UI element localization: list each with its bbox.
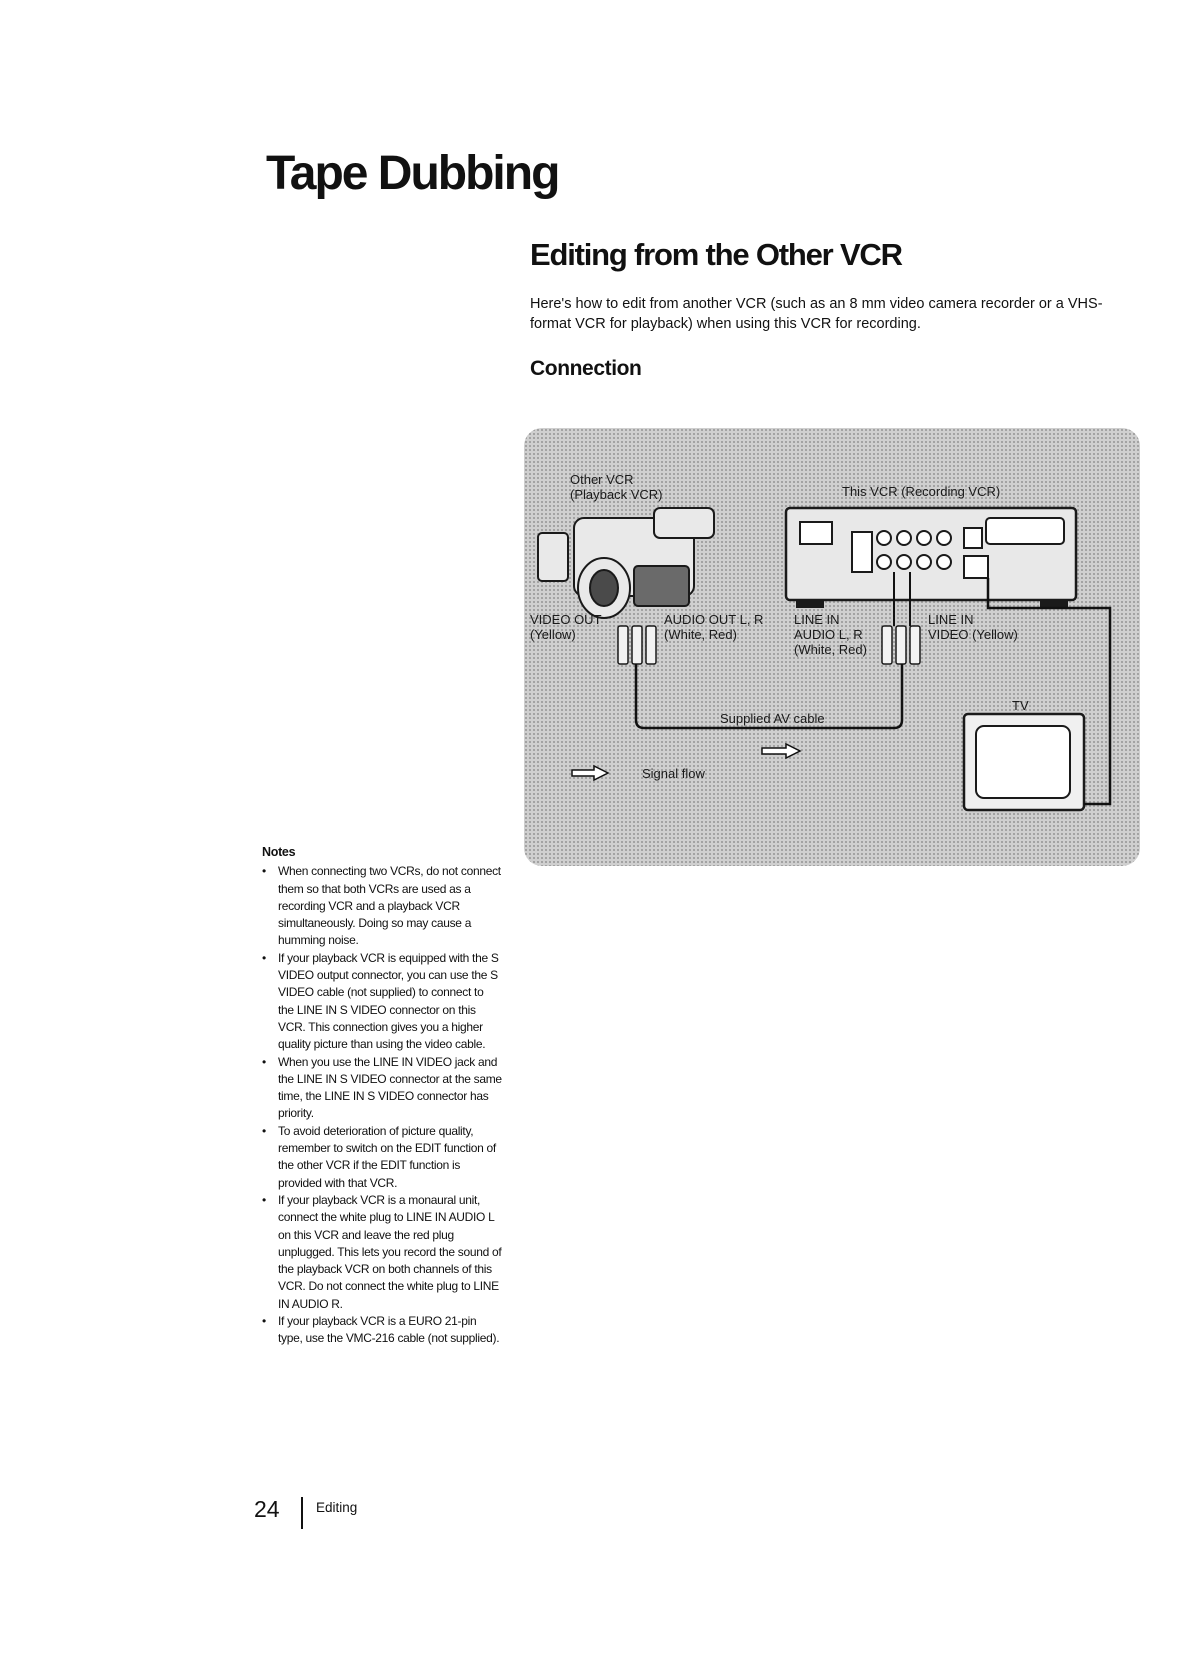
note-item: • If your playback VCR is equipped with the S VIDEO output connector, you can use the S VIDEO cable (not supplied) to connect to the LINE IN S VIDEO connector on this VCR. This connection gives you a higher quality picture than using the video cable. xyxy=(262,950,502,1054)
notes-list xyxy=(262,863,502,1347)
output-plugs-icon xyxy=(618,626,656,664)
video-out-label: VIDEO OUT xyxy=(530,612,602,627)
audio-out-color-label: (White, Red) xyxy=(664,627,737,642)
footer-section-label: Editing xyxy=(316,1500,358,1515)
line-in-video-sublabel: VIDEO (Yellow) xyxy=(928,627,1018,642)
av-cable-label: Supplied AV cable xyxy=(720,711,825,726)
footer-divider xyxy=(301,1497,303,1529)
section-title: Editing from the Other VCR xyxy=(530,237,902,272)
video-out-color-label: (Yellow) xyxy=(530,627,576,642)
camcorder-icon xyxy=(538,508,714,618)
other-vcr-label: Other VCR xyxy=(570,472,634,487)
page-title: Tape Dubbing xyxy=(266,147,559,200)
this-vcr-label: This VCR (Recording VCR) xyxy=(842,484,1001,499)
note-item: • When connecting two VCRs, do not connect them so that both VCRs are used as a recording VCR and a playback VCR simultaneously. Doing so may cause a humming noise. xyxy=(262,863,502,949)
input-plugs-icon xyxy=(882,626,920,664)
notes-section xyxy=(262,844,502,1348)
note-item: • When you use the LINE IN VIDEO jack and the LINE IN S VIDEO connector at the same time, the LINE IN S VIDEO connector has priority. xyxy=(262,1054,502,1123)
tv-icon xyxy=(964,714,1084,810)
connection-diagram xyxy=(524,428,1140,866)
page-number: 24 xyxy=(254,1496,280,1522)
connection-heading: Connection xyxy=(530,357,642,380)
note-item: • If your playback VCR is a monaural unit, connect the white plug to LINE IN AUDIO L on this VCR and leave the red plug unplugged. This lets you record the sound of the playback VCR on both channels of this VCR. Do not connect the white plug to LINE IN AUDIO R. xyxy=(262,1192,502,1313)
line-in-audio-sublabel: AUDIO L, R xyxy=(794,627,863,642)
intro-text: Here's how to edit from another VCR (such as an 8 mm video camera recorder or a VHS-format VCR for playback) when using this VCR for recording. xyxy=(530,296,1103,332)
line-in-audio-color-label: (White, Red) xyxy=(794,642,867,657)
note-item: • If your playback VCR is a EURO 21-pin type, use the VMC-216 cable (not supplied). xyxy=(262,1313,502,1348)
line-in-video-label: LINE IN xyxy=(928,612,974,627)
line-in-audio-label: LINE IN xyxy=(794,612,840,627)
vcr-rear-panel-icon xyxy=(786,508,1076,608)
tv-label: TV xyxy=(1012,698,1029,713)
notes-heading: Notes xyxy=(262,845,296,859)
audio-out-label: AUDIO OUT L, R xyxy=(664,612,764,627)
other-vcr-sublabel: (Playback VCR) xyxy=(570,487,663,502)
note-item: • To avoid deterioration of picture quality, remember to switch on the EDIT function of the other VCR if the EDIT function is provided with that VCR. xyxy=(262,1123,502,1192)
signal-flow-label: Signal flow xyxy=(642,766,705,781)
